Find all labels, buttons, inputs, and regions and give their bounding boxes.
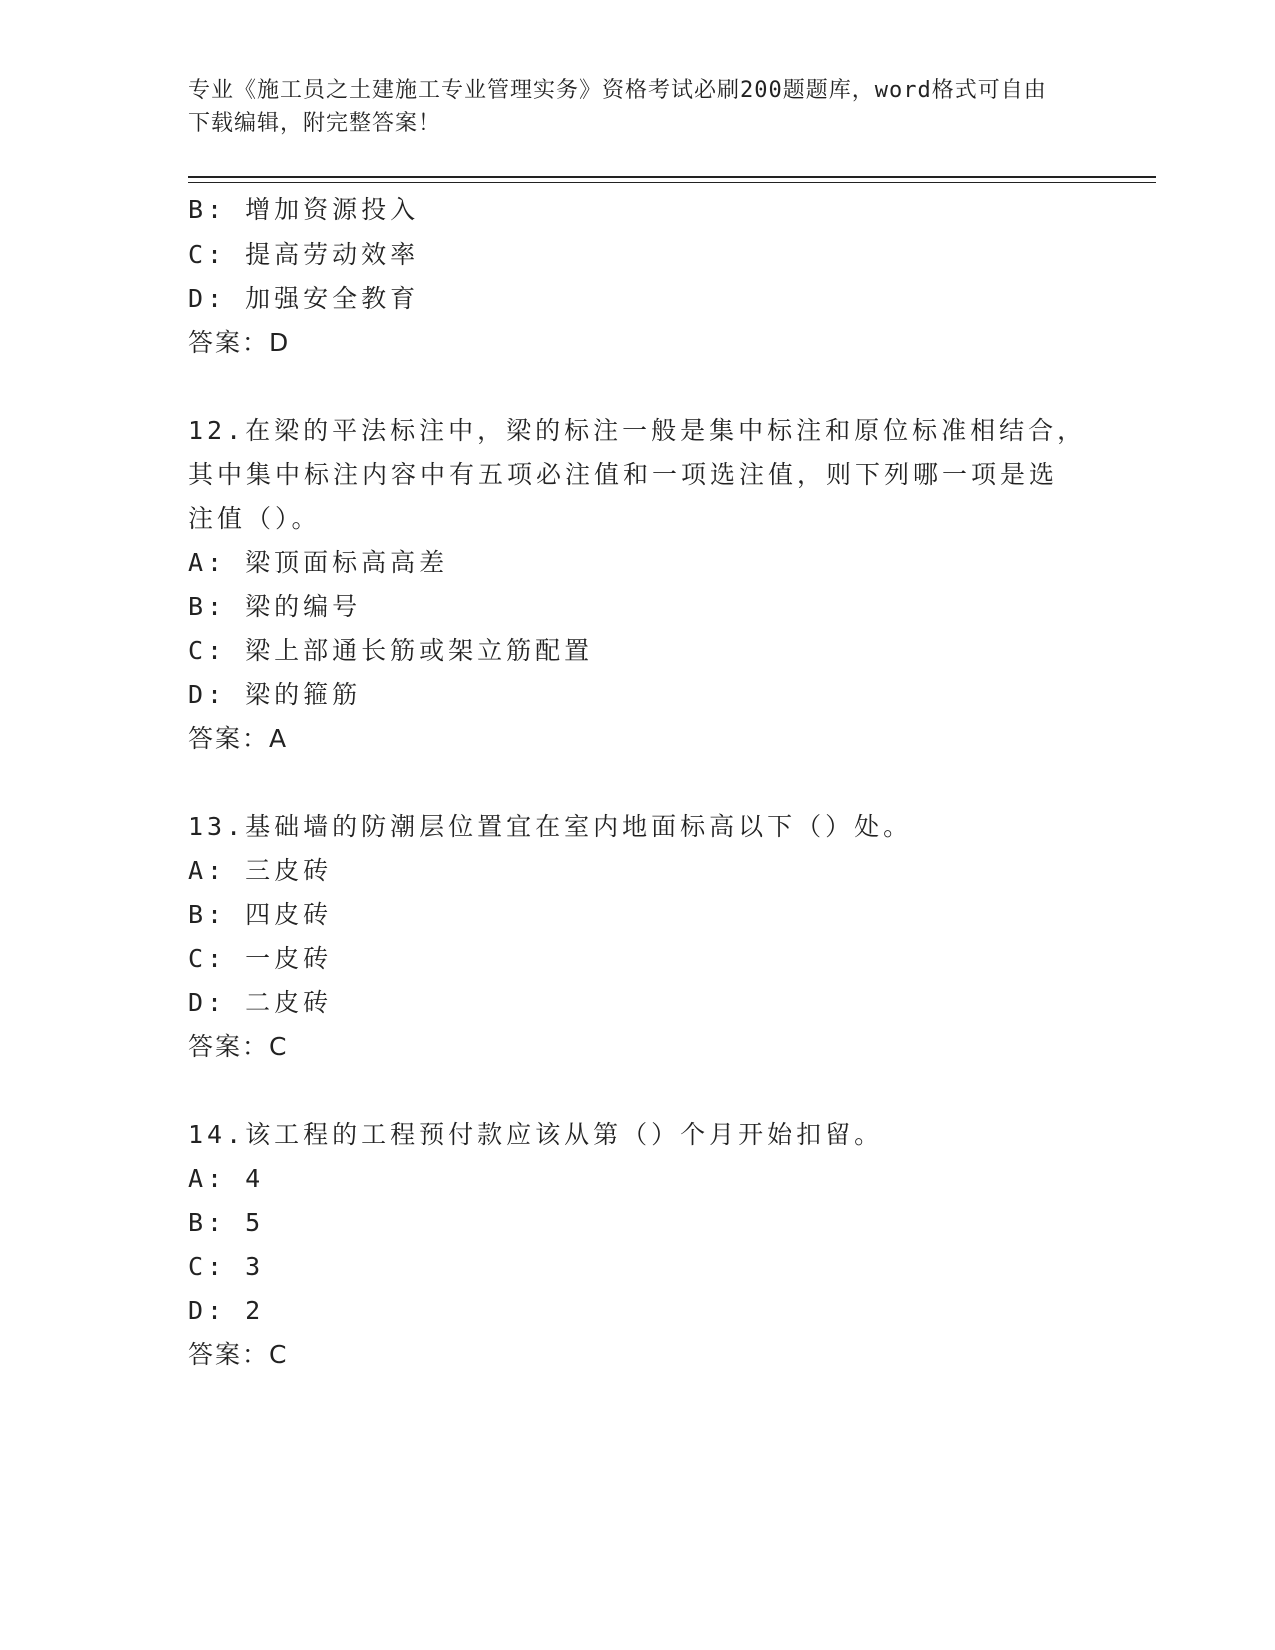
question-stem: 其中集中标注内容中有五项必注值和一项选注值，则下列哪一项是选 xyxy=(188,460,1059,489)
page-header: 专业《施工员之土建施工专业管理实务》资格考试必刷200题题库，word格式可自由下载编辑，附完整答案！ xyxy=(188,78,1047,136)
option-d: D: 梁的箍筋 xyxy=(188,680,362,709)
answer-label: 答案：C xyxy=(188,1340,289,1369)
answer-label: 答案：C xyxy=(188,1032,289,1061)
option-c: C: 3 xyxy=(188,1252,265,1281)
question-stem: 注值（）。 xyxy=(188,504,321,533)
option-b: B: 增加资源投入 xyxy=(188,195,420,224)
option-c: C: 提高劳动效率 xyxy=(188,240,420,269)
option-b: B: 梁的编号 xyxy=(188,592,362,621)
answer-label: 答案：D xyxy=(188,328,291,357)
answer-label: 答案：A xyxy=(188,724,289,753)
option-b: B: 四皮砖 xyxy=(188,900,333,929)
option-c: C: 一皮砖 xyxy=(188,944,333,973)
option-c: C: 梁上部通长筋或架立筋配置 xyxy=(188,636,594,665)
option-a: A: 三皮砖 xyxy=(188,856,333,885)
option-a: A: 4 xyxy=(188,1164,265,1193)
question-stem: 12.在梁的平法标注中，梁的标注一般是集中标注和原位标准相结合， xyxy=(188,416,1087,445)
header-divider-thin xyxy=(188,182,1156,183)
header-divider-thick xyxy=(188,176,1156,178)
question-stem: 13.基础墙的防潮层位置宜在室内地面标高以下（）处。 xyxy=(188,812,913,841)
option-d: D: 二皮砖 xyxy=(188,988,333,1017)
option-d: D: 2 xyxy=(188,1296,265,1325)
option-b: B: 5 xyxy=(188,1208,265,1237)
question-stem: 14.该工程的工程预付款应该从第（）个月开始扣留。 xyxy=(188,1120,884,1149)
option-d: D: 加强安全教育 xyxy=(188,284,420,313)
option-a: A: 梁顶面标高高差 xyxy=(188,548,449,577)
